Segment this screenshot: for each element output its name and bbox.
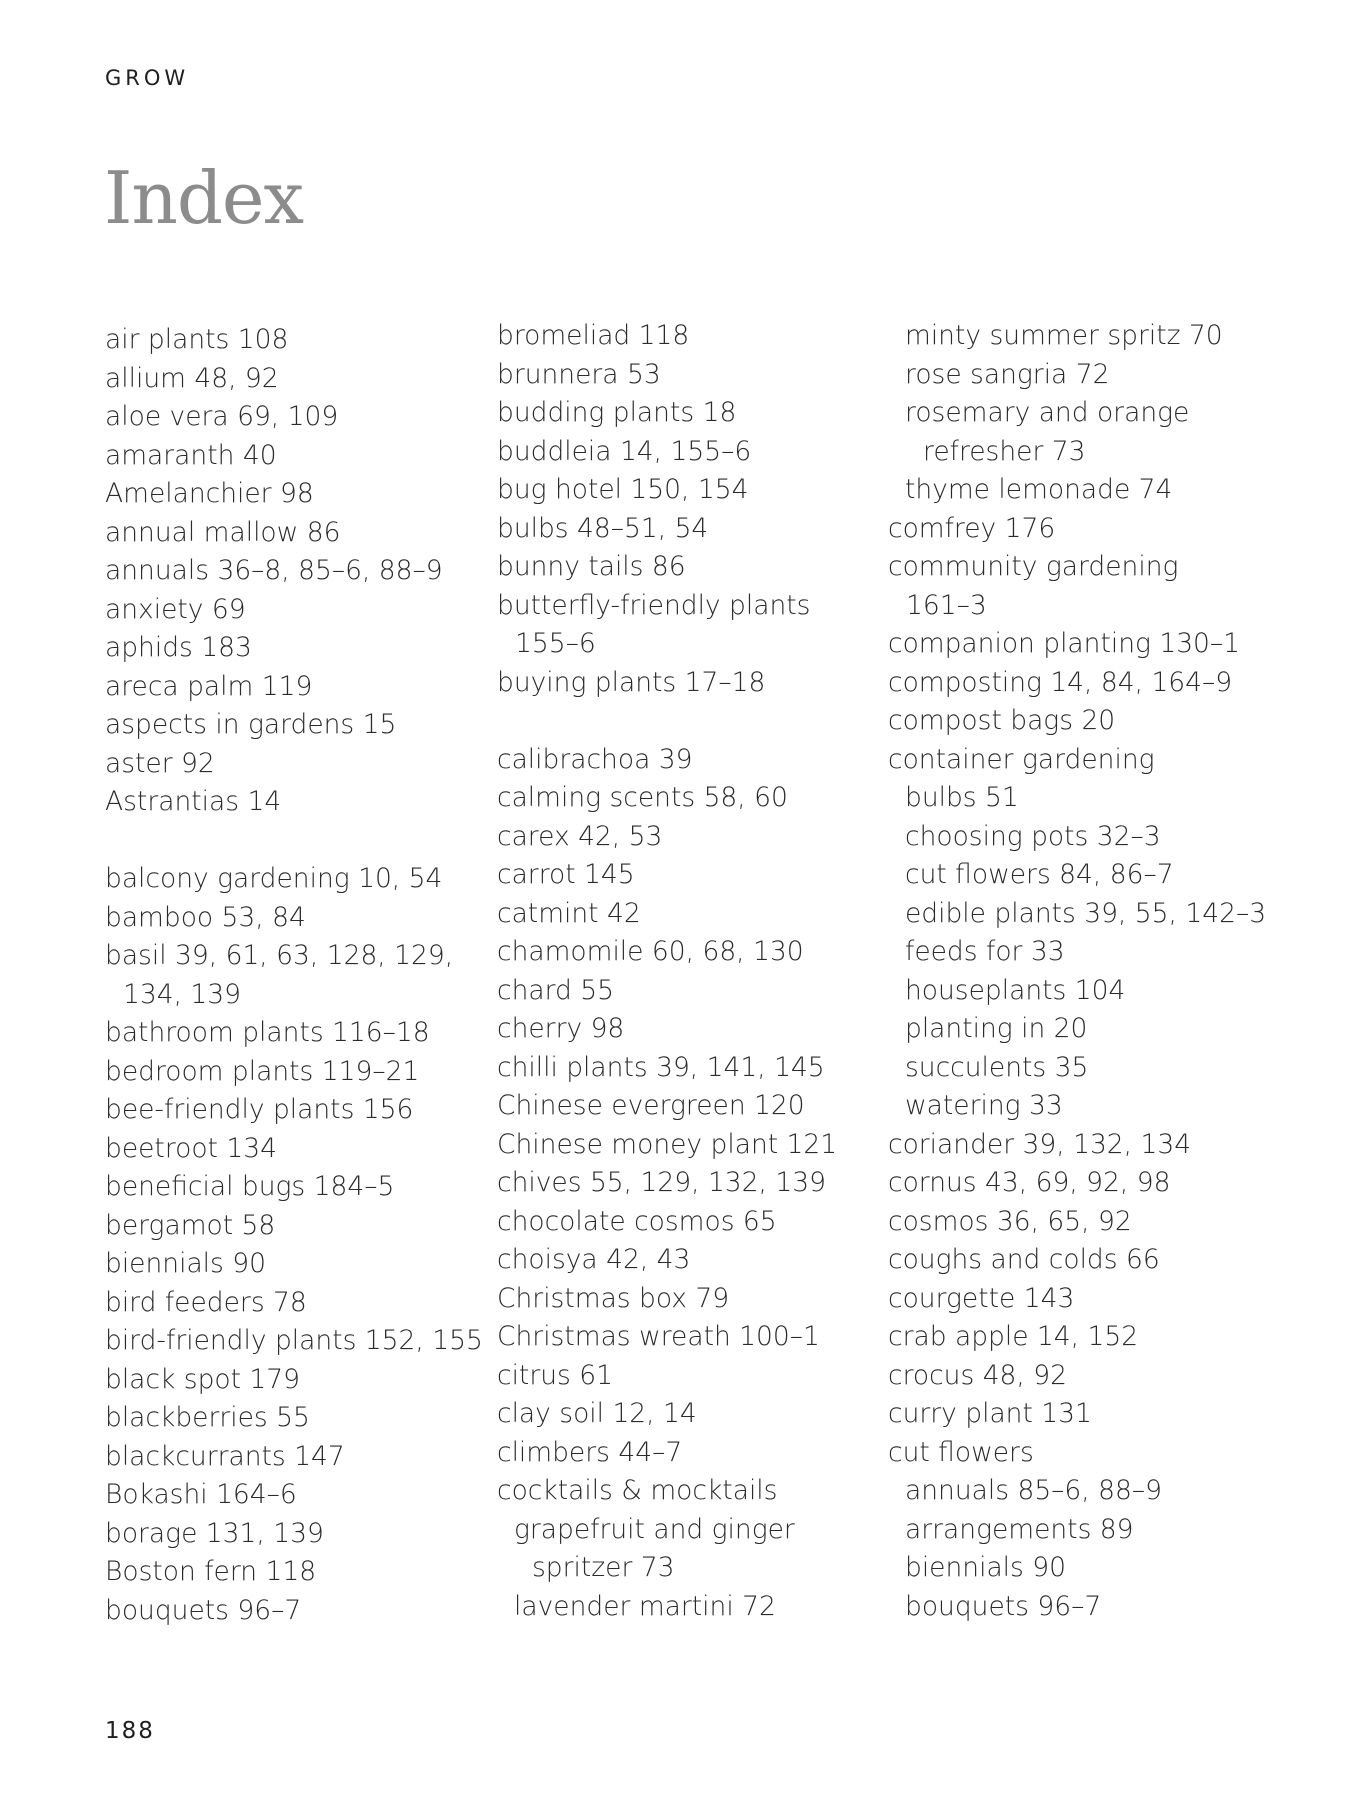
index-entry — [105, 745, 525, 784]
index-entry-text: chilli plants 39, 141, 145 — [497, 1051, 825, 1083]
index-entry-text: carrot 145 — [497, 859, 635, 890]
index-entry — [105, 514, 525, 553]
index-subentry — [888, 317, 1308, 356]
index-entry-text: blackcurrants 147 — [105, 1440, 345, 1472]
index-entry-text: composting 14, 84, 164–9 — [888, 666, 1233, 698]
index-subentry — [888, 1049, 1308, 1088]
index-entry — [105, 1322, 525, 1361]
index-entry — [888, 1203, 1308, 1242]
index-entry-text: bird-friendly plants 152, 155 — [105, 1325, 483, 1356]
index-entry-text: chocolate cosmos 65 — [497, 1205, 777, 1237]
index-entry — [105, 668, 525, 707]
index-entry-text: bunny tails 86 — [497, 551, 686, 582]
index-entry-text: calming scents 58, 60 — [497, 782, 788, 813]
index-entry — [497, 1010, 917, 1049]
index-entry-text: budding plants 18 — [497, 397, 737, 428]
index-entry-text: rose sangria 72 — [905, 358, 1110, 390]
index-entry-text: bathroom plants 116–18 — [105, 1017, 430, 1048]
index-entry-text: Christmas box 79 — [497, 1282, 730, 1314]
index-entry-text: bulbs 48–51, 54 — [497, 512, 709, 544]
index-entry-text: coughs and colds 66 — [888, 1244, 1160, 1275]
index-entry-text: Christmas wreath 100–1 — [497, 1321, 820, 1352]
index-entry-text: catmint 42 — [497, 897, 641, 929]
index-entry-text: houseplants 104 — [905, 974, 1126, 1006]
index-subentry — [888, 818, 1308, 857]
index-entry-text: calibrachoa 39 — [497, 743, 693, 775]
index-entry — [497, 1203, 917, 1242]
index-entry — [105, 899, 525, 938]
index-entry — [888, 625, 1308, 664]
index-entry — [105, 1091, 525, 1130]
index-entry-text: annuals 36–8, 85–6, 88–9 — [105, 555, 443, 586]
index-entry-continuation: 134, 139 — [123, 978, 242, 1010]
index-entry-text: chives 55, 129, 132, 139 — [497, 1167, 826, 1198]
index-entry-text: community gardening — [888, 551, 1179, 582]
index-entry-text: cosmos 36, 65, 92 — [888, 1205, 1132, 1237]
index-column-2 — [497, 317, 917, 1626]
index-entry — [497, 1241, 917, 1280]
index-entry — [497, 433, 917, 472]
index-entry — [105, 629, 525, 668]
index-entry — [497, 1126, 917, 1165]
index-entry-text: companion planting 130–1 — [888, 628, 1241, 659]
index-entry — [497, 1357, 917, 1396]
index-entry-text: cut flowers 84, 86–7 — [905, 859, 1174, 890]
index-entry-text: choosing pots 32–3 — [905, 820, 1161, 852]
index-entry-text: aspects in gardens 15 — [105, 709, 397, 740]
index-entry — [888, 664, 1308, 703]
index-entry — [497, 317, 917, 356]
index-entry — [105, 1053, 525, 1092]
index-entry-text: blackberries 55 — [105, 1402, 310, 1433]
index-subentry — [888, 1588, 1308, 1627]
index-entry-continuation: spritzer 73 — [532, 1552, 675, 1583]
index-entry-text: bird feeders 78 — [105, 1286, 307, 1318]
index-entry-text: beneficial bugs 184–5 — [105, 1171, 395, 1202]
index-entry-text: areca palm 119 — [105, 670, 313, 702]
index-entry — [105, 1245, 525, 1284]
index-entry — [105, 398, 525, 437]
index-subentry — [497, 1588, 917, 1627]
index-entry — [105, 706, 525, 745]
index-entry-text: Bokashi 164–6 — [105, 1479, 297, 1510]
index-entry-text: planting in 20 — [905, 1013, 1088, 1044]
index-entry — [888, 1434, 1308, 1473]
index-entry — [105, 1130, 525, 1169]
index-subentry — [888, 1010, 1308, 1049]
index-entry-text: annual mallow 86 — [105, 516, 341, 548]
index-entry — [888, 702, 1308, 741]
index-entry — [497, 1164, 917, 1203]
letter-group-spacer — [497, 702, 917, 741]
index-entry — [105, 475, 525, 514]
index-entry-text: compost bags 20 — [888, 705, 1116, 736]
index-entry-text: Astrantias 14 — [105, 786, 282, 817]
index-entry-text: thyme lemonade 74 — [905, 474, 1173, 505]
index-entry-text: bulbs 51 — [905, 782, 1019, 813]
index-entry-text: arrangements 89 — [905, 1513, 1134, 1545]
index-entry — [105, 1553, 525, 1592]
index-entry — [497, 471, 917, 510]
index-subentry — [888, 1472, 1308, 1511]
index-entry-text: curry plant 131 — [888, 1398, 1092, 1429]
index-entry-text: edible plants 39, 55, 142–3 — [905, 897, 1267, 929]
index-entry-text: aster 92 — [105, 747, 215, 779]
index-entry — [888, 1395, 1308, 1434]
index-subentry — [497, 1511, 917, 1588]
index-entry — [105, 1476, 525, 1515]
index-entry-continuation: 161–3 — [906, 589, 987, 621]
running-head: GROW — [105, 66, 190, 90]
index-entry-text: chard 55 — [497, 974, 614, 1006]
index-entry-text: lavender martini 72 — [514, 1590, 776, 1622]
index-entry-text: bergamot 58 — [105, 1209, 276, 1241]
index-entry-text: air plants 108 — [105, 324, 289, 355]
index-entry-text: courgette 143 — [888, 1282, 1075, 1314]
index-entry-text: Chinese evergreen 120 — [497, 1090, 805, 1121]
index-entry — [105, 437, 525, 476]
index-entry-text: Amelanchier 98 — [105, 478, 314, 509]
index-entry-text: Boston fern 118 — [105, 1556, 317, 1587]
index-entry — [497, 779, 917, 818]
index-entry — [888, 1164, 1308, 1203]
page-number: 188 — [105, 1718, 155, 1744]
index-subentry — [888, 356, 1308, 395]
index-entry — [888, 1280, 1308, 1319]
index-entry-text: coriander 39, 132, 134 — [888, 1128, 1192, 1160]
index-entry — [497, 1434, 917, 1473]
index-entry-text: buying plants 17–18 — [497, 666, 766, 698]
index-entry-text: bee-friendly plants 156 — [105, 1094, 414, 1125]
index-entry — [497, 741, 917, 780]
index-entry-text: container gardening — [888, 743, 1155, 775]
index-entry-text: watering 33 — [905, 1090, 1063, 1121]
index-subentry — [888, 972, 1308, 1011]
index-entry-text: rosemary and orange — [905, 397, 1190, 428]
index-entry-text: cornus 43, 69, 92, 98 — [888, 1167, 1171, 1198]
index-entry-text: bug hotel 150, 154 — [497, 474, 749, 505]
index-entry — [497, 548, 917, 587]
index-entry — [105, 1361, 525, 1400]
index-subentry — [888, 471, 1308, 510]
index-entry-text: bedroom plants 119–21 — [105, 1055, 420, 1087]
index-entry — [888, 510, 1308, 549]
index-entry — [105, 1168, 525, 1207]
index-entry-text: chamomile 60, 68, 130 — [497, 936, 804, 967]
index-subentry — [888, 895, 1308, 934]
index-entry — [497, 933, 917, 972]
index-entry-text: comfrey 176 — [888, 512, 1056, 544]
index-entry — [497, 972, 917, 1011]
index-subentry — [888, 1511, 1308, 1550]
index-entry-text: bouquets 96–7 — [905, 1590, 1102, 1622]
index-entry-text: buddleia 14, 155–6 — [497, 435, 752, 467]
index-entry-text: basil 39, 61, 63, 128, 129, — [105, 940, 454, 971]
index-entry-text: citrus 61 — [497, 1359, 613, 1391]
index-entry-text: bouquets 96–7 — [105, 1594, 302, 1626]
index-entry — [497, 394, 917, 433]
index-entry-text: aphids 183 — [105, 632, 252, 663]
index-entry-text: feeds for 33 — [905, 936, 1065, 967]
index-entry — [105, 1515, 525, 1554]
index-entry-text: succulents 35 — [905, 1051, 1089, 1083]
index-entry — [497, 818, 917, 857]
index-entry — [105, 591, 525, 630]
index-entry — [105, 1284, 525, 1323]
index-subentry — [888, 933, 1308, 972]
index-entry — [888, 548, 1308, 625]
index-entry-text: climbers 44–7 — [497, 1436, 683, 1468]
index-entry — [105, 1438, 525, 1477]
index-entry — [888, 1318, 1308, 1357]
index-entry-text: allium 48, 92 — [105, 362, 279, 394]
index-entry — [105, 783, 525, 822]
index-entry — [497, 664, 917, 703]
index-entry-text: Chinese money plant 121 — [497, 1128, 838, 1160]
index-entry-text: brunnera 53 — [497, 358, 661, 390]
index-entry — [888, 741, 1308, 780]
index-entry-text: carex 42, 53 — [497, 820, 663, 852]
page-title: Index — [104, 156, 304, 240]
index-entry — [497, 1049, 917, 1088]
index-entry-text: crab apple 14, 152 — [888, 1321, 1139, 1352]
index-entry — [105, 1207, 525, 1246]
index-entry-text: anxiety 69 — [105, 593, 246, 625]
index-entry-text: butterfly-friendly plants — [497, 589, 811, 621]
letter-group-spacer — [105, 822, 525, 861]
index-subentry — [888, 779, 1308, 818]
index-subentry — [888, 1549, 1308, 1588]
index-entry — [105, 1592, 525, 1631]
index-entry-continuation: 155–6 — [515, 628, 596, 659]
index-entry — [105, 360, 525, 399]
index-entry — [497, 587, 917, 664]
index-entry — [497, 510, 917, 549]
index-entry-text: bromeliad 118 — [497, 320, 690, 351]
index-entry — [888, 1357, 1308, 1396]
index-entry — [888, 1126, 1308, 1165]
index-subentry — [888, 394, 1308, 471]
index-entry-text: beetroot 134 — [105, 1132, 277, 1164]
index-entry-text: choisya 42, 43 — [497, 1244, 691, 1275]
index-entry-text: biennials 90 — [105, 1248, 266, 1279]
index-entry — [105, 1399, 525, 1438]
index-entry — [105, 937, 525, 1014]
index-subentry — [888, 856, 1308, 895]
index-subentry — [888, 1087, 1308, 1126]
index-entry — [497, 1087, 917, 1126]
index-entry-text: minty summer spritz 70 — [905, 320, 1223, 351]
index-entry-text: cut flowers — [888, 1436, 1034, 1468]
index-entry — [497, 895, 917, 934]
index-entry-text: biennials 90 — [905, 1552, 1066, 1583]
index-entry — [105, 321, 525, 360]
index-entry-text: amaranth 40 — [105, 439, 277, 471]
index-entry-text: annuals 85–6, 88–9 — [905, 1475, 1162, 1506]
index-entry — [105, 860, 525, 899]
index-entry-text: crocus 48, 92 — [888, 1359, 1067, 1391]
index-entry-text: aloe vera 69, 109 — [105, 401, 339, 432]
index-column-1 — [105, 321, 525, 1630]
index-entry-text: borage 131, 139 — [105, 1517, 324, 1549]
index-entry-text: black spot 179 — [105, 1363, 300, 1395]
index-entry — [497, 356, 917, 395]
index-entry-text: bamboo 53, 84 — [105, 901, 306, 933]
index-entry — [497, 1280, 917, 1319]
index-entry — [888, 1241, 1308, 1280]
index-entry-continuation: refresher 73 — [923, 435, 1086, 467]
index-entry — [105, 1014, 525, 1053]
index-entry-text: cherry 98 — [497, 1013, 625, 1044]
index-entry-text: cocktails & mocktails — [497, 1475, 778, 1506]
index-entry — [497, 1318, 917, 1357]
index-column-3 — [888, 317, 1308, 1626]
index-entry — [497, 1395, 917, 1434]
index-entry-text: grapefruit and ginger — [514, 1513, 795, 1545]
index-entry — [497, 856, 917, 895]
index-entry — [105, 552, 525, 591]
index-entry-text: clay soil 12, 14 — [497, 1398, 697, 1429]
index-entry-text: balcony gardening 10, 54 — [105, 863, 443, 894]
index-entry — [497, 1472, 917, 1511]
